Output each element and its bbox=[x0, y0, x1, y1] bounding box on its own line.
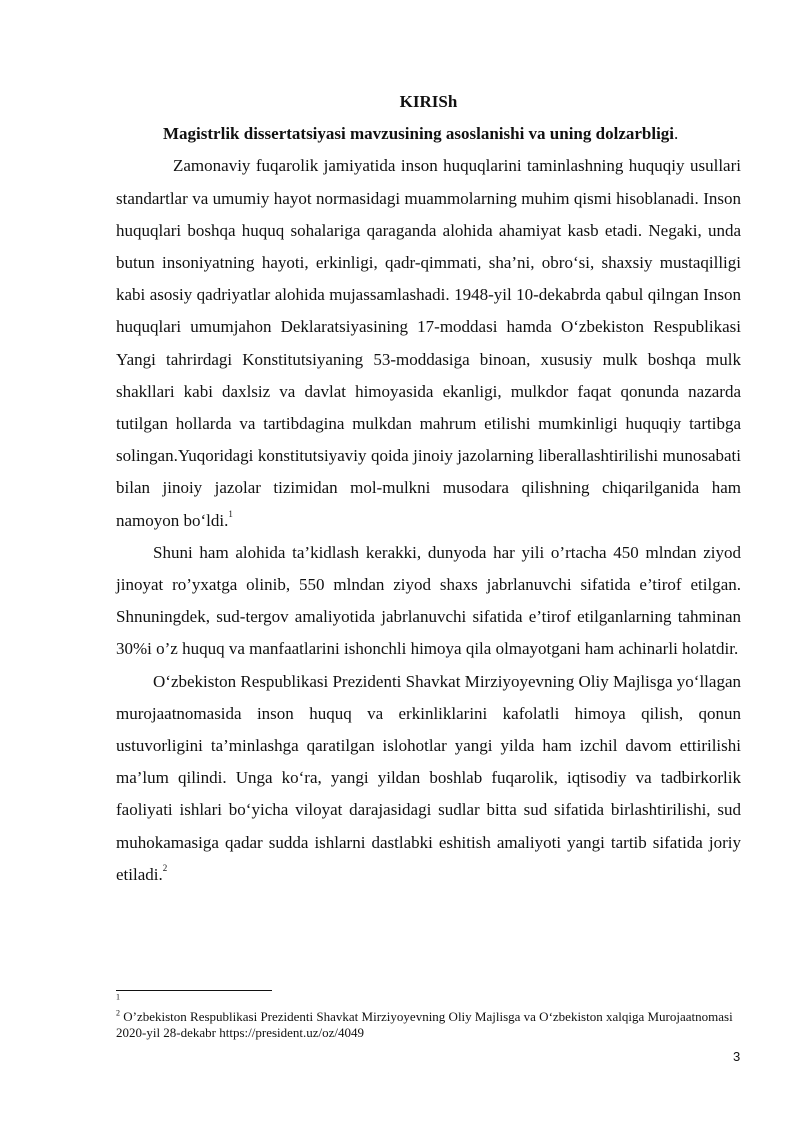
footnote-ref-1: 1 bbox=[228, 508, 233, 519]
body-text bbox=[116, 86, 741, 891]
footnote-2 bbox=[116, 1009, 746, 1041]
page-number: 3 bbox=[733, 1049, 741, 1064]
subheading-text: Magistrlik dissertatsiyasi mavzusining asoslanishi va uning dolzarbligi bbox=[163, 124, 675, 144]
paragraph-3-text: O‘zbekiston Respublikasi Prezidenti Shavkat Mirziyoyevning Oliy Majlisga yo‘llagan murojaatnomasida inson huquq va erkinliklarini kafolatli himoya qilish, qonun ustuvorligini ta’minlashga qaratilgan islohotlar yangi yilda ham izchil davom ettirilishi ma’lum qilindi. Unga ko‘ra, yangi yildan boshlab fuqarolik, iqtisodiy va tadbirkorlik faoliyati ishlari bo‘yicha viloyat darajasidagi sudlar bitta sud sifatida birlashtirilishi, sud muhokamasiga qadar sudda ishlarni dastlabki eshitish amaliyoti yangi tartib sifatida joriy etiladi. bbox=[116, 671, 741, 884]
section-heading: KIRISh bbox=[399, 92, 458, 111]
paragraph-3 bbox=[116, 666, 741, 891]
footnote-2-text: O’zbekiston Respublikasi Prezidenti Shavkat Mirziyoyevning Oliy Majlisga va O‘zbekiston xalqiga Murojaatnomasi 2020-yil 28-dekabr https://president.uz/oz/4049 bbox=[116, 1009, 733, 1040]
subheading-period: . bbox=[674, 124, 679, 144]
footnote-2-mark: 2 bbox=[116, 1008, 120, 1018]
footnote-1-mark: 1 bbox=[116, 992, 120, 1002]
paragraph-2 bbox=[116, 537, 741, 666]
paragraph-1 bbox=[116, 150, 741, 536]
section-subheading bbox=[116, 118, 741, 150]
footnote-1 bbox=[116, 993, 746, 1009]
footnotes bbox=[116, 993, 746, 1041]
footnote-ref-2: 2 bbox=[162, 863, 168, 874]
footnote-separator bbox=[116, 990, 272, 991]
paragraph-2-text: Shuni ham alohida ta’kidlash kerakki, dunyoda har yili o’rtacha 450 mlndan ziyod jinoyat ro’yxatga olinib, 550 mlndan ziyod shaxs jabrlanuvchi sifatida e’tirof etilgan. Shnuningdek, sud-tergov amaliyotida jabrlanuvchi sifatida e’tirof etilganlarning tahminan 30%i o’z huquq va manfaatlarini ishonchli himoya qila olmayotgani ham achinarli holatdir. bbox=[116, 542, 741, 659]
paragraph-1-text: Zamonaviy fuqarolik jamiyatida inson huquqlarini taminlashning huquqiy usullari standartlar va umumiy hayot normasidagi muammolarning muhim qismi hisoblanadi. Inson huquqlari boshqa huquq sohalariga qaraganda alohida ahamiyat kasb etadi. Negaki, unda butun insoniyatning hayoti, erkinligi, qadr-qimmati, sha’ni, obro‘si, shaxsiy mustaqilligi kabi asosiy qadriyatlar alohida mujassamlashadi. 1948-yil 10-dekabrda qabul qilngan Inson huquqlari umumjahon Deklaratsiyasining 17-moddasi hamda O‘zbekiston Respublikasi Yangi tahrirdagi Konstitutsiyaning 53-moddasiga binoan, xususiy mulk boshqa mulk shakllari kabi daxlsiz va davlat himoyasida ekanligi, mulkdor faqat qonunda nazarda tutilgan hollarda va tartibdagina mulkdan mahrum etilishi mumkinligi huquqiy tartibga solingan.Yuqoridagi konstitutsiyaviy qoida jinoiy jazolarning liberallashtirilishi munosabati bilan jinoiy jazolar tizimidan mol-mulkni musodara qilishning chiqarilganida ham namoyon bo‘ldi. bbox=[116, 156, 741, 530]
